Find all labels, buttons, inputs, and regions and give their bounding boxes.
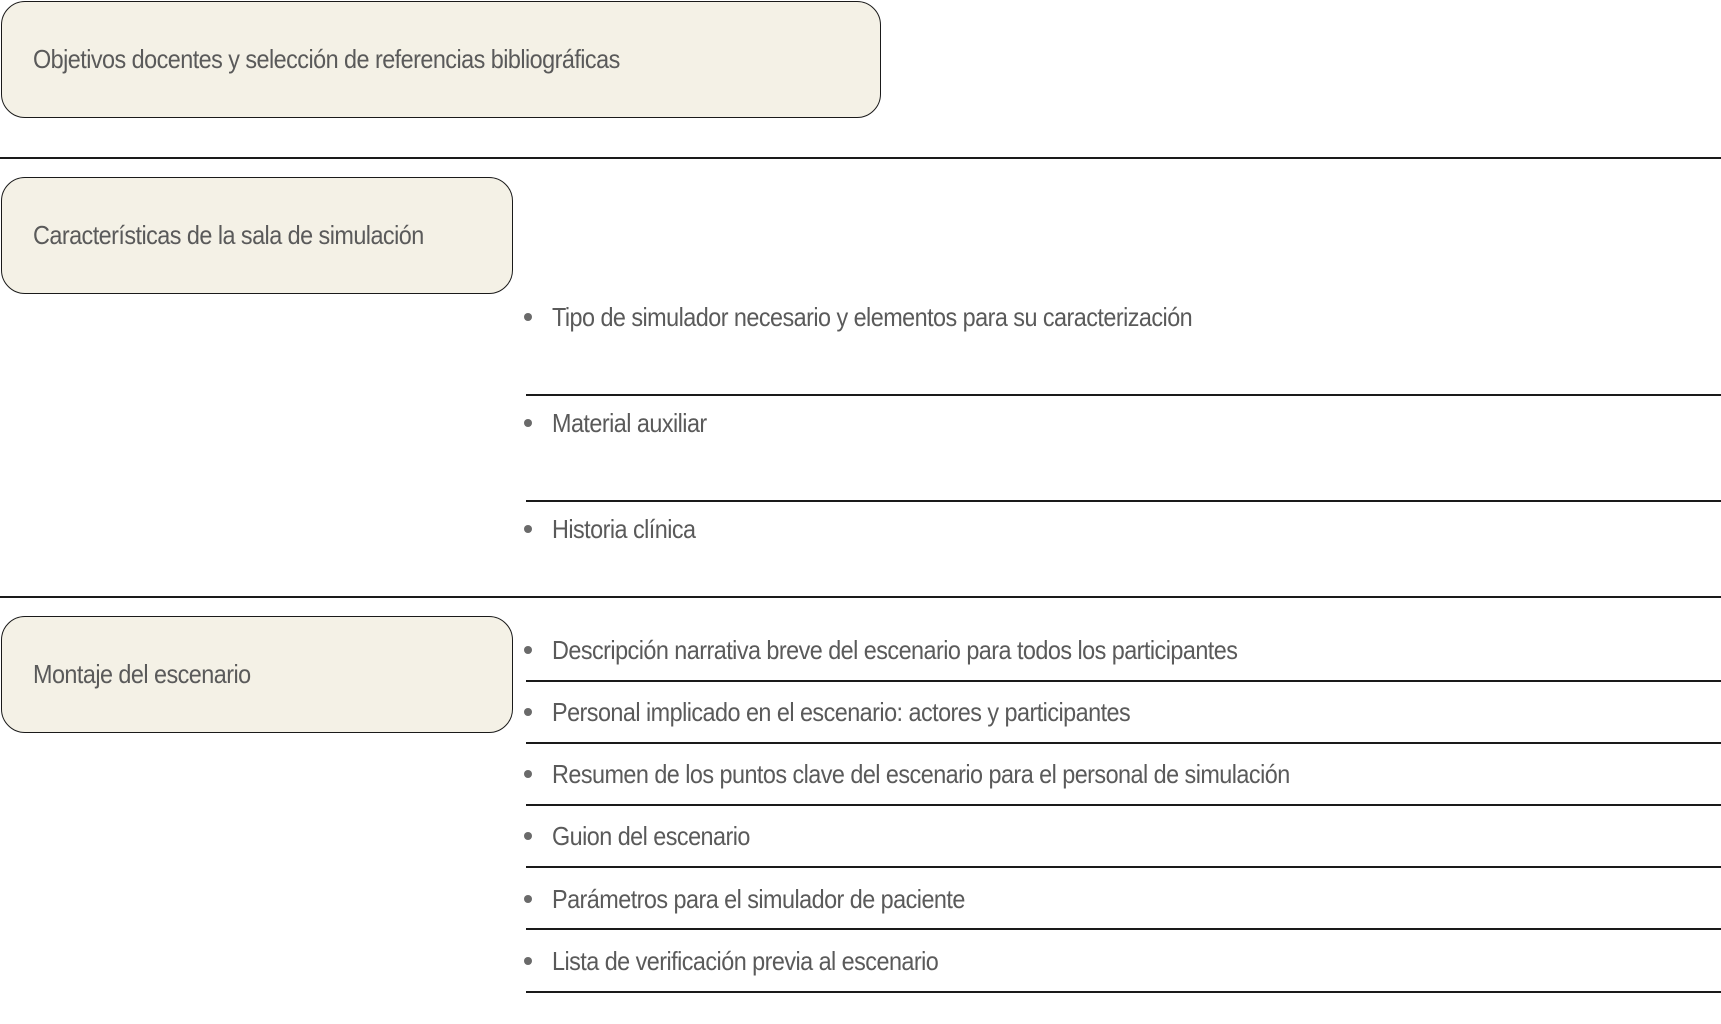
list-item-label: Guion del escenario [552,820,750,851]
list-item-label: Parámetros para el simulador de paciente [552,883,965,914]
item-divider [526,500,1721,502]
item-divider [526,394,1721,396]
section-box-sala [1,177,513,294]
bullet-dot-icon [524,770,532,778]
bullet-dot-icon [524,419,532,427]
item-divider [526,866,1721,868]
list-item-label: Resumen de los puntos clave del escenario para el personal de simulación [552,758,1290,789]
list-item [524,630,1314,670]
list-item-label: Descripción narrativa breve del escenario para todos los participantes [552,634,1238,665]
list-item [524,816,772,856]
item-divider [526,991,1721,993]
bullet-dot-icon [524,646,532,654]
list-item-label: Historia clínica [552,513,696,544]
section-title-sala: Características de la sala de simulación [33,220,424,250]
list-item [524,509,711,549]
section-box-objetivos [1,1,881,118]
list-item [524,403,724,443]
bullet-dot-icon [524,895,532,903]
bullet-dot-icon [524,957,532,965]
list-item [524,754,1372,794]
bullet-dot-icon [524,708,532,716]
list-item-label: Tipo de simulador necesario y elementos para su caracterización [552,301,1193,332]
list-item-label: Lista de verificación previa al escenario [552,945,939,976]
item-divider [526,804,1721,806]
section-box-montaje [1,616,513,733]
list-item [524,879,1011,919]
bullet-dot-icon [524,832,532,840]
item-divider [526,928,1721,930]
list-item [524,297,1263,337]
list-item [524,692,1194,732]
list-item-label: Personal implicado en el escenario: actores y participantes [552,696,1131,727]
item-divider [526,742,1721,744]
section-title-objetivos: Objetivos docentes y selección de referencias bibliográficas [33,44,620,74]
bullet-dot-icon [524,313,532,321]
bullet-dot-icon [524,525,532,533]
item-divider [526,680,1721,682]
list-item-label: Material auxiliar [552,407,707,438]
section-title-montaje: Montaje del escenario [33,659,251,689]
section-divider [0,157,1721,159]
list-item [524,941,981,981]
section-divider [0,596,1721,598]
